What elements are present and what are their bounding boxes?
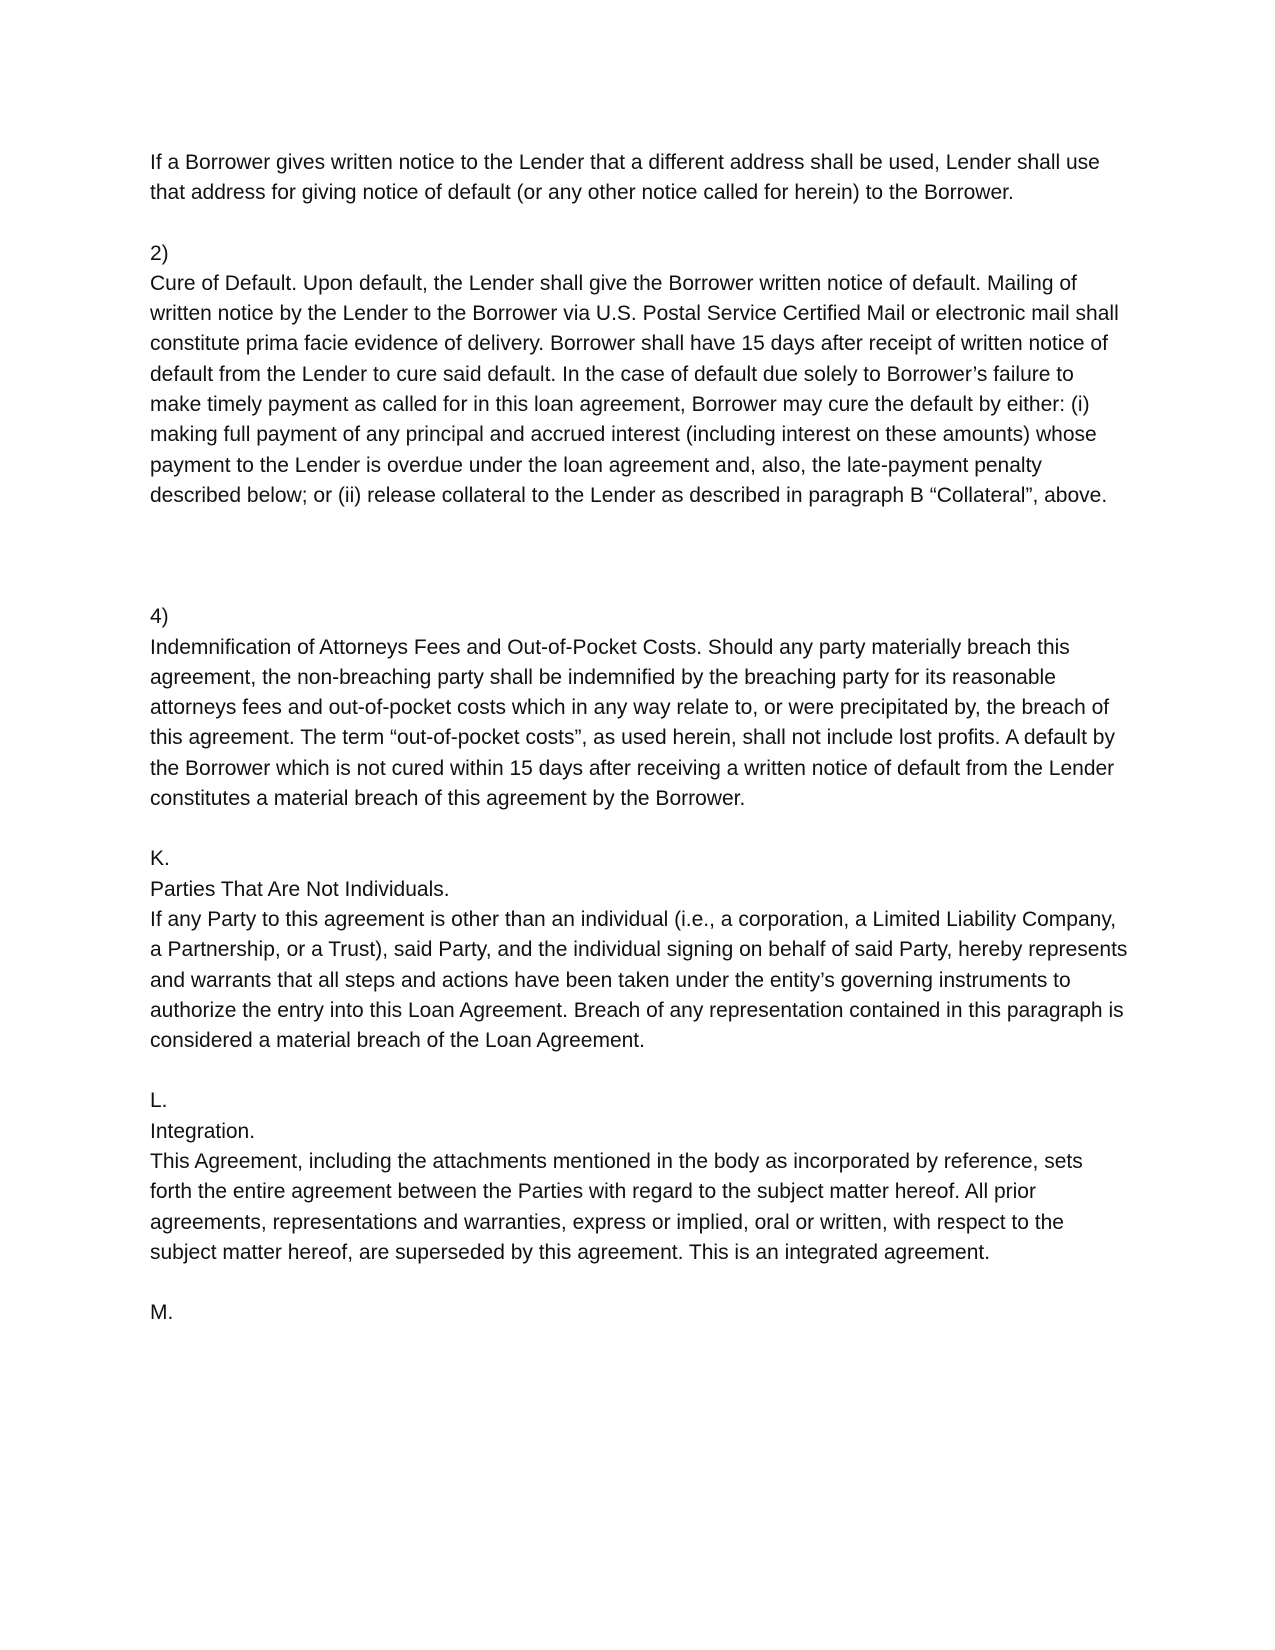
section-m-letter: M. bbox=[150, 1301, 174, 1325]
section-l-heading: Integration. bbox=[150, 1119, 256, 1143]
document-page bbox=[150, 148, 1130, 1329]
section-k-body: If any Party to this agreement is other than an individual (i.e., a corporation, a Limited Liability Company, a Partnership, or a Trust), said Party, and the individual signing on behalf of said Party, hereby represents and warrants that all steps and actions have been taken under the entity’s governing instruments to authorize the entry into this Loan Agreement. Breach of any representation contained in this paragraph is considered a material breach of the Loan Agreement. bbox=[150, 907, 1128, 1053]
section-4-number: 4) bbox=[150, 605, 169, 629]
section-l-body: This Agreement, including the attachments mentioned in the body as incorporated by reference, sets forth the entire agreement between the Parties with regard to the subject matter hereof. All prior agreements, representations and warranties, express or implied, oral or written, with respect to the subject matter hereof, are superseded by this agreement. This is an integrated agreement. bbox=[150, 1150, 1083, 1264]
section-4-body: Indemnification of Attorneys Fees and Out-of-Pocket Costs. Should any party materially breach this agreement, the non-breaching party shall be indemnified by the breaching party for its reasonable attorneys fees and out-of-pocket costs which in any way relate to, or were precipitated by, the breach of this agreement. The term “out-of-pocket costs”, as used herein, shall not include lost profits. A default by the Borrower which is not cured within 15 days after receiving a written notice of default from the Lender constitutes a material breach of this agreement by the Borrower. bbox=[150, 635, 1115, 811]
section-2-number: 2) bbox=[150, 241, 169, 265]
section-k-letter: K. bbox=[150, 847, 170, 871]
section-l-letter: L. bbox=[150, 1089, 168, 1113]
intro-paragraph: If a Borrower gives written notice to the Lender that a different address shall be used, Lender shall use that address for giving notice of default (or any other notice called for herein) to the Borrower. bbox=[150, 151, 1100, 205]
section-k-heading: Parties That Are Not Individuals. bbox=[150, 877, 450, 901]
section-2-body: Cure of Default. Upon default, the Lender shall give the Borrower written notice of default. Mailing of written notice by the Lender to the Borrower via U.S. Postal Service Certified Mail or electronic mail shall constitute prima facie evidence of delivery. Borrower shall have 15 days after receipt of written notice of default from the Lender to cure said default. In the case of default due solely to Borrower’s failure to make timely payment as called for in this loan agreement, Borrower may cure the default by either: (i) making full payment of any principal and accrued interest (including interest on these amounts) whose payment to the Lender is overdue under the loan agreement and, also, the late-payment penalty described below; or (ii) release collateral to the Lender as described in paragraph B “Collateral”, above. bbox=[150, 271, 1119, 507]
